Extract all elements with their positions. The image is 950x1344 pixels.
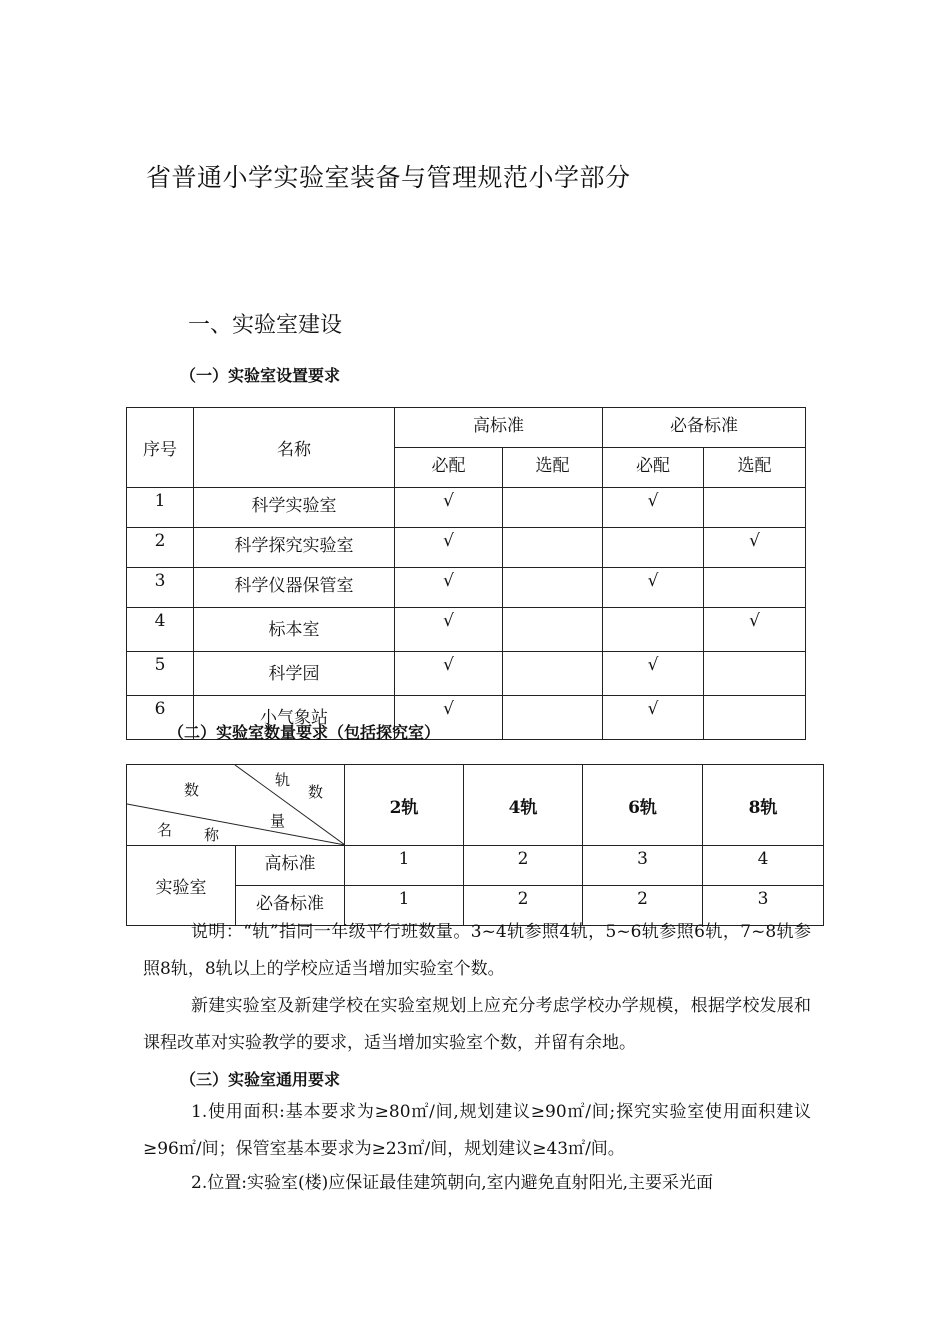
cell-value: 2: [464, 886, 583, 926]
lab-quantity-table: [126, 764, 824, 926]
cell-basic-optional: [704, 696, 806, 740]
table-row: [127, 846, 824, 886]
diagonal-header-cell: [127, 765, 345, 846]
row-std-high: 高标准: [236, 846, 345, 886]
cell-high-required: √: [395, 696, 503, 740]
lab-setup-table: [126, 407, 806, 740]
header-name: 名称: [194, 408, 395, 488]
cell-basic-optional: [704, 652, 806, 696]
planning-paragraph: 新建实验室及新建学校在实验室规划上应充分考虑学校办学规模，根据学校发展和课程改革对实验教学的要求，适当增加实验室个数，并留有余地。: [143, 996, 811, 1053]
row-name: 科学探究实验室: [194, 528, 395, 568]
subsection-heading-2: （二）实验室数量要求（包括探究室）: [168, 723, 441, 742]
table-row: [127, 568, 806, 608]
cell-high-optional: [503, 608, 603, 652]
row-name: 小气象站: [194, 696, 395, 740]
row-name: 科学园: [194, 652, 395, 696]
cell-high-optional: [503, 696, 603, 740]
cell-basic-optional: [704, 488, 806, 528]
row-no: 6: [127, 696, 194, 740]
table-row: [127, 528, 806, 568]
cell-value: 3: [703, 886, 824, 926]
row-no: 4: [127, 608, 194, 652]
cell-basic-optional: √: [704, 528, 806, 568]
subsection-heading-3: （三）实验室通用要求: [180, 1070, 341, 1089]
diag-label-ming: 名: [157, 821, 173, 839]
cell-value: 2: [464, 846, 583, 886]
diag-label-cheng: 称: [204, 826, 220, 844]
cell-value: 1: [345, 846, 464, 886]
cell-basic-required: [603, 528, 704, 568]
header-basic-required: 必配: [603, 448, 704, 488]
cell-high-required: √: [395, 568, 503, 608]
level-8: 8轨: [703, 765, 824, 846]
cell-high-optional: [503, 528, 603, 568]
document-title: 省普通小学实验室装备与管理规范小学部分: [146, 163, 631, 192]
cell-basic-required: √: [603, 488, 704, 528]
cell-value: 4: [703, 846, 824, 886]
level-2: 2轨: [345, 765, 464, 846]
header-basic-optional: 选配: [704, 448, 806, 488]
header-high-required: 必配: [395, 448, 503, 488]
item-area: 1.使用面积:基本要求为≥80㎡/间,规划建议≥90㎡/间;探究实验室使用面积建议≥96㎡/间；保管室基本要求为≥23㎡/间，规划建议≥43㎡/间。: [143, 1102, 811, 1159]
cell-high-optional: [503, 652, 603, 696]
cell-high-required: √: [395, 528, 503, 568]
cell-basic-optional: √: [704, 608, 806, 652]
header-no: 序号: [127, 408, 194, 488]
cell-value: 2: [583, 886, 703, 926]
cell-high-required: √: [395, 608, 503, 652]
diag-label-shu2: 数: [308, 783, 324, 801]
note-paragraph: 说明：“轨”指同一年级平行班数量。3~4轨参照4轨，5~6轨参照6轨，7~8轨参照8轨，8轨以上的学校应适当增加实验室个数。: [143, 922, 811, 979]
cell-basic-optional: [704, 568, 806, 608]
cell-high-required: √: [395, 652, 503, 696]
cell-high-optional: [503, 488, 603, 528]
subsection-heading-1: （一）实验室设置要求: [180, 366, 341, 385]
cell-high-required: √: [395, 488, 503, 528]
row-name: 科学仪器保管室: [194, 568, 395, 608]
cell-high-optional: [503, 568, 603, 608]
diag-label-liang: 量: [270, 812, 286, 830]
cell-basic-required: √: [603, 652, 704, 696]
cell-value: 3: [583, 846, 703, 886]
row-label-lab: 实验室: [127, 846, 236, 926]
level-6: 6轨: [583, 765, 703, 846]
row-name: 标本室: [194, 608, 395, 652]
diag-label-shu: 数: [184, 781, 200, 799]
row-no: 5: [127, 652, 194, 696]
row-no: 1: [127, 488, 194, 528]
cell-basic-required: √: [603, 696, 704, 740]
section-heading: 一、实验室建设: [188, 313, 343, 338]
row-std-basic: 必备标准: [236, 886, 345, 926]
cell-basic-required: √: [603, 568, 704, 608]
cell-value: 1: [345, 886, 464, 926]
table-row: [127, 488, 806, 528]
header-high-optional: 选配: [503, 448, 603, 488]
table-row: [127, 608, 806, 652]
header-high-standard: 高标准: [395, 408, 603, 448]
row-no: 2: [127, 528, 194, 568]
row-no: 3: [127, 568, 194, 608]
item-location: 2.位置:实验室(楼)应保证最佳建筑朝向,室内避免直射阳光,主要采光面: [191, 1173, 714, 1193]
diag-label-gui: 轨: [275, 771, 291, 789]
cell-basic-required: [603, 608, 704, 652]
row-name: 科学实验室: [194, 488, 395, 528]
table-row: [127, 652, 806, 696]
level-4: 4轨: [464, 765, 583, 846]
header-basic-standard: 必备标准: [603, 408, 806, 448]
